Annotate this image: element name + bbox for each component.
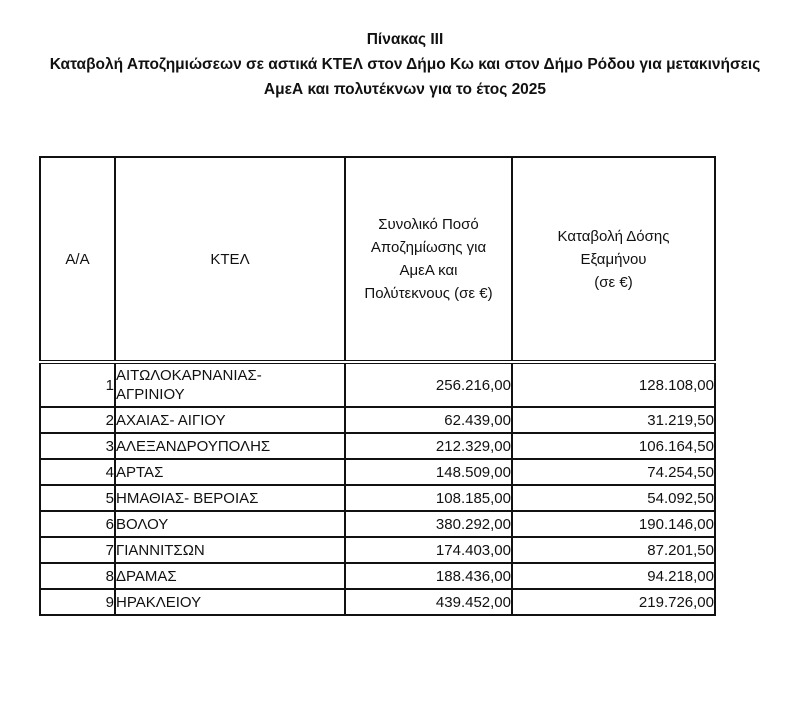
header-total-line-1: Συνολικό Ποσό xyxy=(378,216,479,233)
header-install-line-3: (σε €) xyxy=(594,273,633,291)
header-aa: Α/Α xyxy=(40,157,115,362)
header-total-line-3: ΑμεΑ και xyxy=(399,262,458,279)
row-aa: 9 xyxy=(40,589,115,615)
row-aa: 5 xyxy=(40,485,115,511)
row-ktel: ΑΛΕΞΑΝΔΡΟΥΠΟΛΗΣ xyxy=(115,433,345,459)
table-row xyxy=(40,537,715,563)
title-line-2: Καταβολή Αποζημιώσεων σε αστικά ΚΤΕΛ στον Δήμο Κω και στον Δήμο Ρόδου για μετακινήσεις xyxy=(49,56,761,73)
row-aa: 1 xyxy=(40,362,115,407)
header-install-line-1: Καταβολή Δόσης xyxy=(557,227,670,245)
row-total: 439.452,00 xyxy=(345,589,512,615)
row-ktel: ΑΧΑΙΑΣ- ΑΙΓΙΟΥ xyxy=(115,407,345,433)
row-ktel: ΔΡΑΜΑΣ xyxy=(115,563,345,589)
row-installment: 94.218,00 xyxy=(512,563,715,589)
row-installment: 54.092,50 xyxy=(512,485,715,511)
table-label: Πίνακας ΙΙΙ xyxy=(366,31,444,48)
row-aa: 2 xyxy=(40,407,115,433)
header-total-line-4: Πολύτεκνους (σε €) xyxy=(364,285,493,302)
row-installment: 190.146,00 xyxy=(512,511,715,537)
row-installment: 106.164,50 xyxy=(512,433,715,459)
header-install-line-2: Εξαμήνου xyxy=(580,250,647,268)
row-ktel: ΓΙΑΝΝΙΤΣΩΝ xyxy=(115,537,345,563)
table-header-row xyxy=(40,157,715,362)
row-ktel: ΗΜΑΘΙΑΣ- ΒΕΡΟΙΑΣ xyxy=(115,485,345,511)
row-aa: 6 xyxy=(40,511,115,537)
row-total: 148.509,00 xyxy=(345,459,512,485)
row-ktel: ΗΡΑΚΛΕΙΟΥ xyxy=(115,589,345,615)
row-installment: 74.254,50 xyxy=(512,459,715,485)
row-total: 174.403,00 xyxy=(345,537,512,563)
row-ktel: ΑΡΤΑΣ xyxy=(115,459,345,485)
row-aa: 8 xyxy=(40,563,115,589)
row-aa: 4 xyxy=(40,459,115,485)
table-row xyxy=(40,433,715,459)
row-total: 256.216,00 xyxy=(345,362,512,407)
table-row xyxy=(40,485,715,511)
table-row xyxy=(40,589,715,615)
header-total-amount xyxy=(345,157,512,362)
row-ktel xyxy=(115,362,345,407)
row-total: 188.436,00 xyxy=(345,563,512,589)
title-line-3: ΑμεΑ και πολυτέκνων για το έτος 2025 xyxy=(263,81,547,98)
row-aa: 7 xyxy=(40,537,115,563)
row-total: 212.329,00 xyxy=(345,433,512,459)
table-row xyxy=(40,362,715,407)
table-row xyxy=(40,511,715,537)
table-row xyxy=(40,563,715,589)
table-row xyxy=(40,459,715,485)
row-installment: 31.219,50 xyxy=(512,407,715,433)
row-total: 380.292,00 xyxy=(345,511,512,537)
table-row xyxy=(40,407,715,433)
header-ktel: ΚΤΕΛ xyxy=(115,157,345,362)
row-total: 62.439,00 xyxy=(345,407,512,433)
row-total: 108.185,00 xyxy=(345,485,512,511)
row-ktel-line-2: ΑΓΡΙΝΙΟΥ xyxy=(116,386,185,403)
compensation-table xyxy=(39,156,716,616)
row-installment: 87.201,50 xyxy=(512,537,715,563)
row-installment: 219.726,00 xyxy=(512,589,715,615)
row-ktel: ΒΟΛΟΥ xyxy=(115,511,345,537)
header-total-line-2: Αποζημίωσης για xyxy=(370,239,487,256)
row-installment: 128.108,00 xyxy=(512,362,715,407)
header-installment xyxy=(512,157,715,362)
row-ktel-line-1: ΑΙΤΩΛΟΚΑΡΝΑΝΙΑΣ- xyxy=(116,367,262,384)
row-aa: 3 xyxy=(40,433,115,459)
